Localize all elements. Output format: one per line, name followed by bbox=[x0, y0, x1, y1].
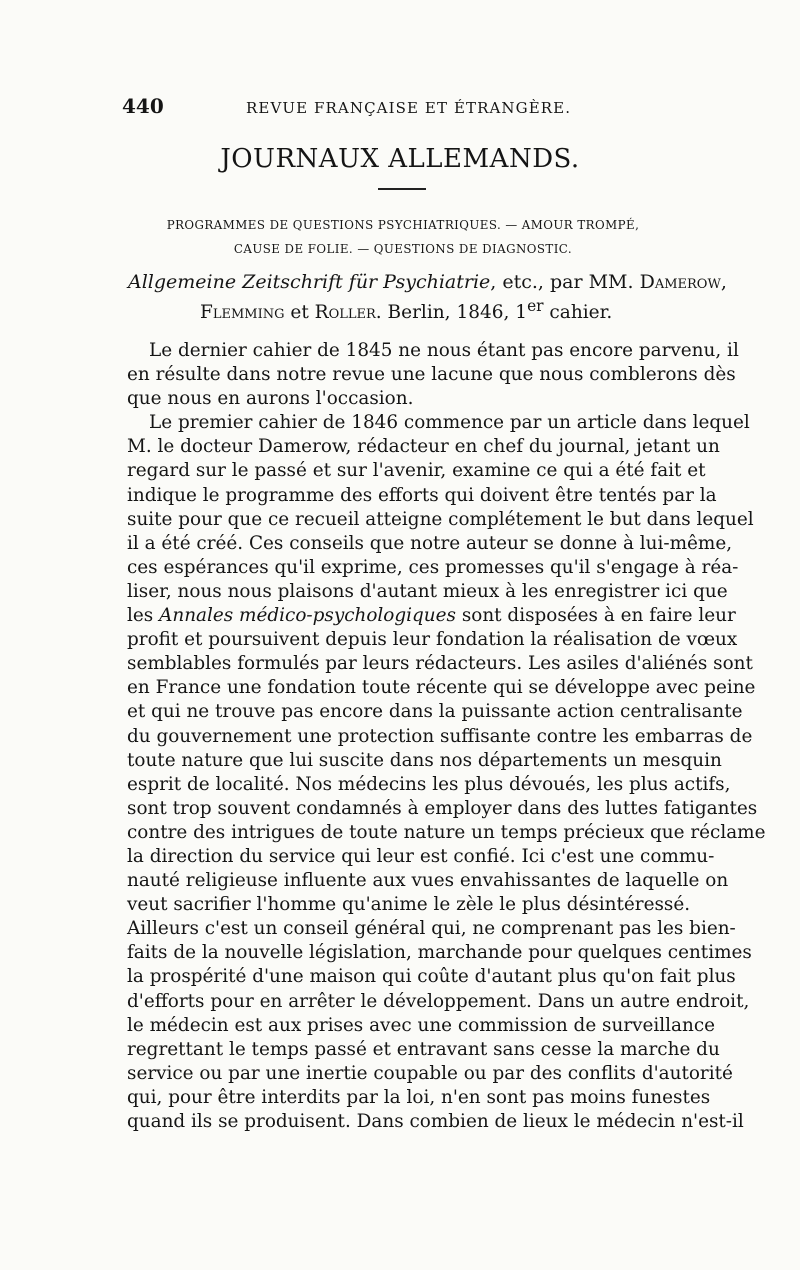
text-line: quand ils se produisent. Dans combien de lieux le médecin n'est-il bbox=[127, 1111, 744, 1132]
text-line: du gouvernement une protection suffisante contre les embarras de bbox=[127, 725, 753, 747]
citation-text: et bbox=[284, 302, 315, 324]
paragraph bbox=[127, 339, 739, 411]
text-line: nauté religieuse influente aux vues envahissantes de laquelle on bbox=[127, 870, 729, 892]
article-body bbox=[127, 339, 766, 1134]
section-title: JOURNAUX ALLEMANDS. bbox=[220, 144, 580, 174]
programmes-line: PROGRAMMES DE QUESTIONS PSYCHIATRIQUES. — AMOUR TROMPÉ, bbox=[166, 218, 640, 232]
text-line: Le premier cahier de 1846 commence par un article dans lequel bbox=[149, 412, 750, 434]
paragraph bbox=[127, 411, 766, 1134]
citation-author: Damerow bbox=[639, 271, 721, 293]
text-line: il a été créé. Ces conseils que notre auteur se donne à lui-même, bbox=[127, 532, 733, 554]
citation-line bbox=[128, 294, 678, 325]
text-line: en France une fondation toute récente qui se développe avec peine bbox=[127, 677, 756, 699]
programmes-heading bbox=[128, 213, 678, 261]
text-line: regrettant le temps passé et entravant sans cesse la marche du bbox=[127, 1038, 720, 1060]
citation-text: , etc., par MM. bbox=[490, 271, 640, 293]
text-line-segment: les bbox=[127, 605, 160, 627]
text-line: esprit de localité. Nos médecins les plus dévoués, les plus actifs, bbox=[127, 773, 731, 795]
text-line-segment: sont disposées à en faire leur bbox=[455, 605, 736, 627]
text-line: Ailleurs c'est un conseil général qui, ne comprenant pas les bien- bbox=[127, 918, 736, 940]
text-line: indique le programme des efforts qui doivent être tentés par la bbox=[127, 484, 717, 506]
text-line: qui, pour être interdits par la loi, n'en sont pas moins funestes bbox=[127, 1086, 711, 1108]
journal-title: REVUE FRANÇAISE ET ÉTRANGÈRE. bbox=[246, 99, 572, 117]
citation-text: . Berlin, 1846, 1 bbox=[375, 302, 528, 324]
text-line: regard sur le passé et sur l'avenir, examine ce qui a été fait et bbox=[127, 460, 706, 482]
text-line: la direction du service qui leur est confié. Ici c'est une commu- bbox=[127, 845, 715, 867]
text-line: semblables formulés par leurs rédacteurs. Les asiles d'aliénés sont bbox=[127, 653, 753, 675]
citation-text: , bbox=[720, 271, 727, 293]
text-line: liser, nous nous plaisons d'autant mieux à les enregistrer ici que bbox=[127, 580, 728, 602]
citation-author: Flemming bbox=[200, 302, 285, 324]
citation-journal-title: Allgemeine Zeitschrift für Psychiatrie bbox=[128, 271, 491, 293]
citation-superscript: er bbox=[527, 297, 544, 315]
citation-line bbox=[128, 270, 727, 294]
text-line: toute nature que lui suscite dans nos départements un mesquin bbox=[127, 749, 722, 771]
text-line: faits de la nouvelle législation, marchande pour quelques centimes bbox=[127, 942, 752, 964]
citation-text: cahier. bbox=[543, 302, 613, 324]
page-number: 440 bbox=[122, 94, 164, 118]
text-line: veut sacrifier l'homme qu'anime le zèle le plus désintéressé. bbox=[127, 894, 691, 916]
text-line: sont trop souvent condamnés à employer dans des luttes fatigantes bbox=[127, 797, 758, 819]
text-line: Le dernier cahier de 1845 ne nous étant pas encore parvenu, il bbox=[149, 340, 739, 361]
programmes-line: CAUSE DE FOLIE. — QUESTIONS DE DIAGNOSTIC. bbox=[233, 242, 573, 256]
text-line: et qui ne trouve pas encore dans la puissante action centralisante bbox=[127, 701, 743, 723]
text-line: en résulte dans notre revue une lacune que nous comblerons dès bbox=[127, 364, 736, 386]
text-line: d'efforts pour en arrêter le développement. Dans un autre endroit, bbox=[127, 990, 750, 1012]
citation-author: Roller bbox=[314, 302, 376, 324]
text-line: contre des intrigues de toute nature un temps précieux que réclame bbox=[127, 821, 766, 843]
text-line: profit et poursuivent depuis leur fondation la réalisation de vœux bbox=[127, 629, 738, 651]
annales-title: Annales médico-psychologiques bbox=[159, 605, 456, 627]
running-head bbox=[122, 93, 674, 121]
text-line: service ou par une inertie coupable ou par des conflits d'autorité bbox=[127, 1062, 733, 1084]
text-line: que nous en aurons l'occasion. bbox=[127, 388, 414, 410]
text-line: la prospérité d'une maison qui coûte d'autant plus qu'on fait plus bbox=[127, 966, 736, 988]
text-line: suite pour que ce recueil atteigne complétement le but dans lequel bbox=[127, 508, 754, 530]
text-line: le médecin est aux prises avec une commission de surveillance bbox=[127, 1014, 716, 1036]
text-line: ces espérances qu'il exprime, ces promesses qu'il s'engage à réa- bbox=[127, 556, 739, 578]
text-line bbox=[127, 604, 736, 628]
text-line: M. le docteur Damerow, rédacteur en chef du journal, jetant un bbox=[127, 436, 720, 458]
journal-citation bbox=[128, 270, 727, 325]
title-rule bbox=[378, 188, 426, 190]
